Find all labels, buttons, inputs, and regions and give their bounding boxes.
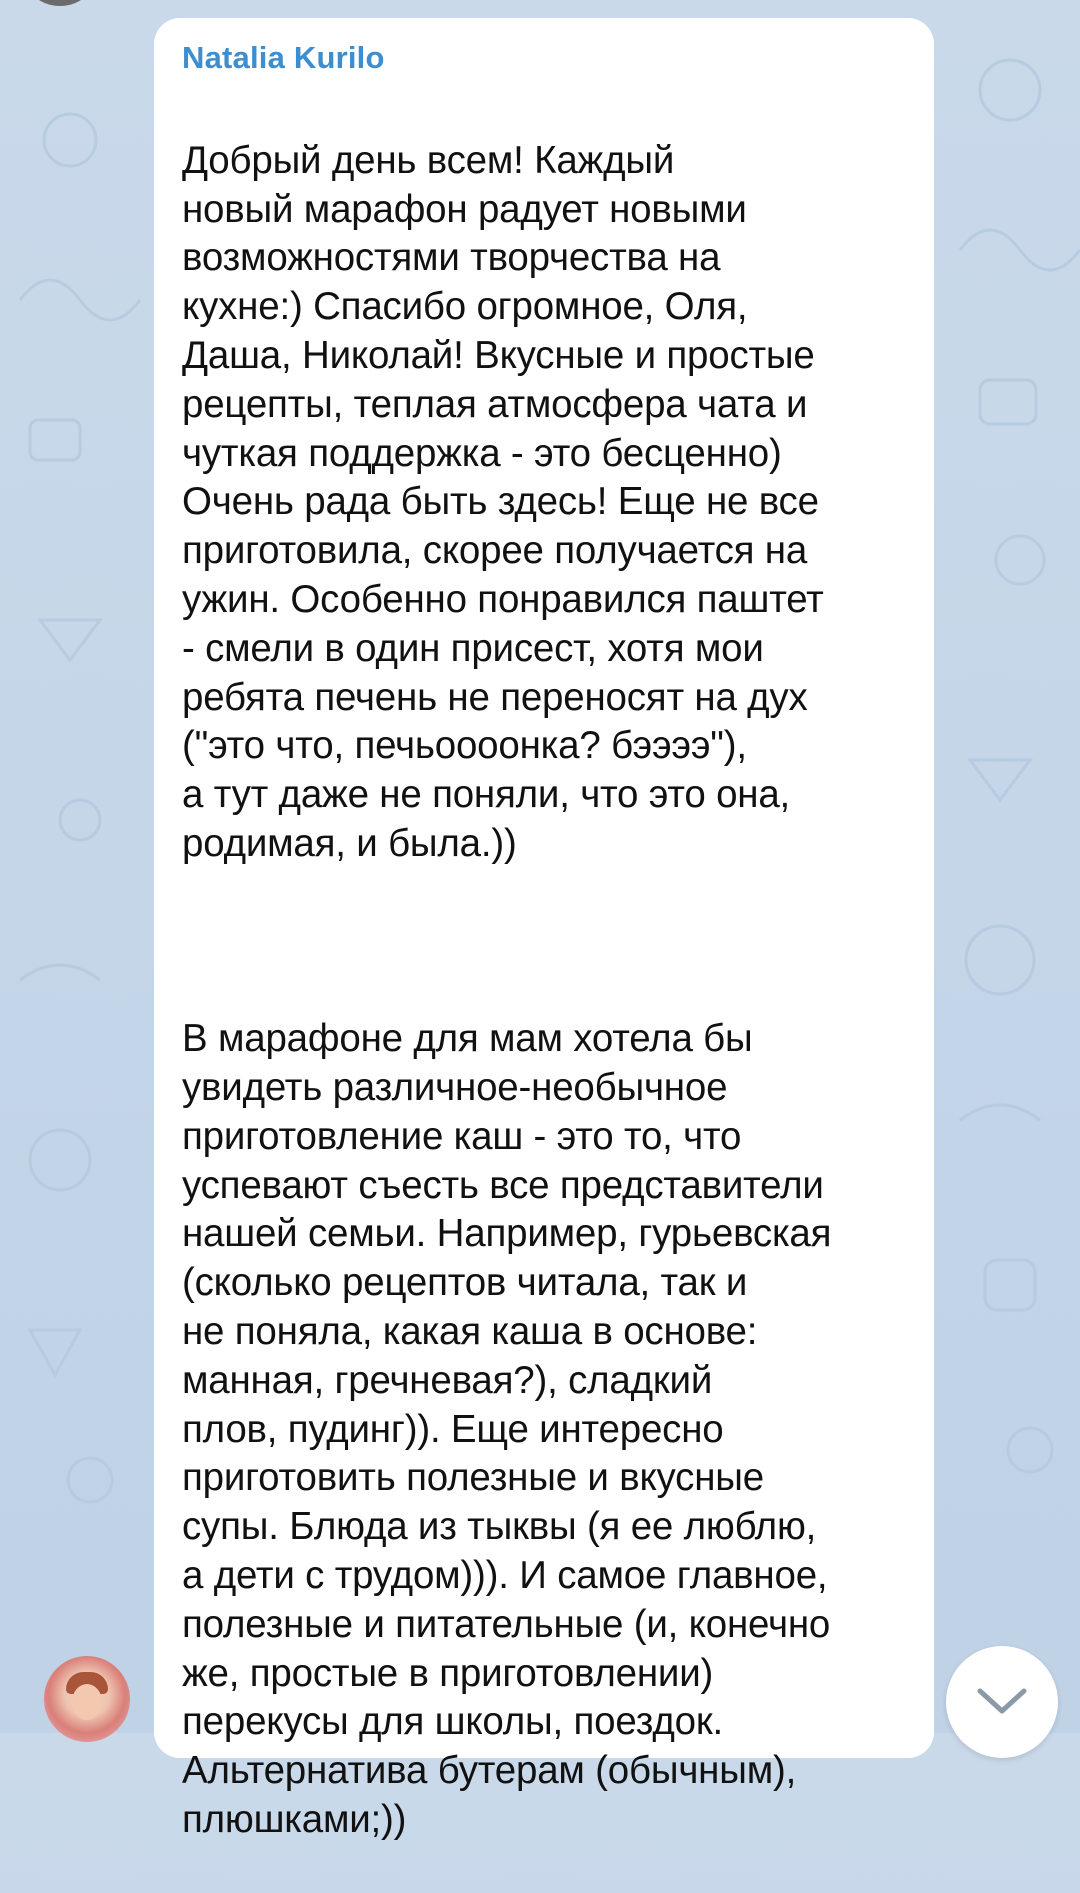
- avatar-face: [72, 1684, 102, 1720]
- message-text: [182, 88, 904, 1893]
- message-paragraph-1: Добрый день всем! Каждый новый марафон радует новыми возможностями творчества на кухне:) Спасибо огромное, Оля, Даша, Николай! Вкусные и простые рецепты, теплая атмосфера чата и чуткая поддержка - это бесценно) Очень рада быть здесь! Еще не все приготовила, скорее получается на ужин. Особенно понравился паштет - смели в один присест, хотя мои ребята печень не переносят на дух ("это что, печьоооонка? бээээ"), а тут даже не поняли, что это она, родимая, и была.)): [182, 138, 824, 865]
- previous-avatar-edge: [20, 0, 100, 6]
- paragraph-gap: [182, 918, 904, 967]
- message-bubble[interactable]: [154, 18, 934, 1841]
- scroll-down-button[interactable]: [946, 1646, 1058, 1758]
- sender-name[interactable]: Natalia Kurilo: [182, 40, 385, 75]
- user-avatar[interactable]: [44, 1656, 130, 1742]
- message-paragraph-2: В марафоне для мам хотела бы увидеть различное-необычное приготовление каш - это то, что успевают съесть все представители нашей семьи. Например, гурьевская (сколько рецептов читала, так и не поняла, какая каша в основе: манная, гречневая?), сладкий плов, пудинг)). Еще интересно приготовить полезные и вкусные супы. Блюда из тыквы (я ее люблю, а дети с трудом))). И самое главное, полезные и питательные (и, конечно же, простые в приготовлении) перекусы для школы, поездок. Альтернатива бутерам (обычным), плюшками;)): [182, 1017, 832, 1841]
- chevron-down-icon: [974, 1685, 1030, 1719]
